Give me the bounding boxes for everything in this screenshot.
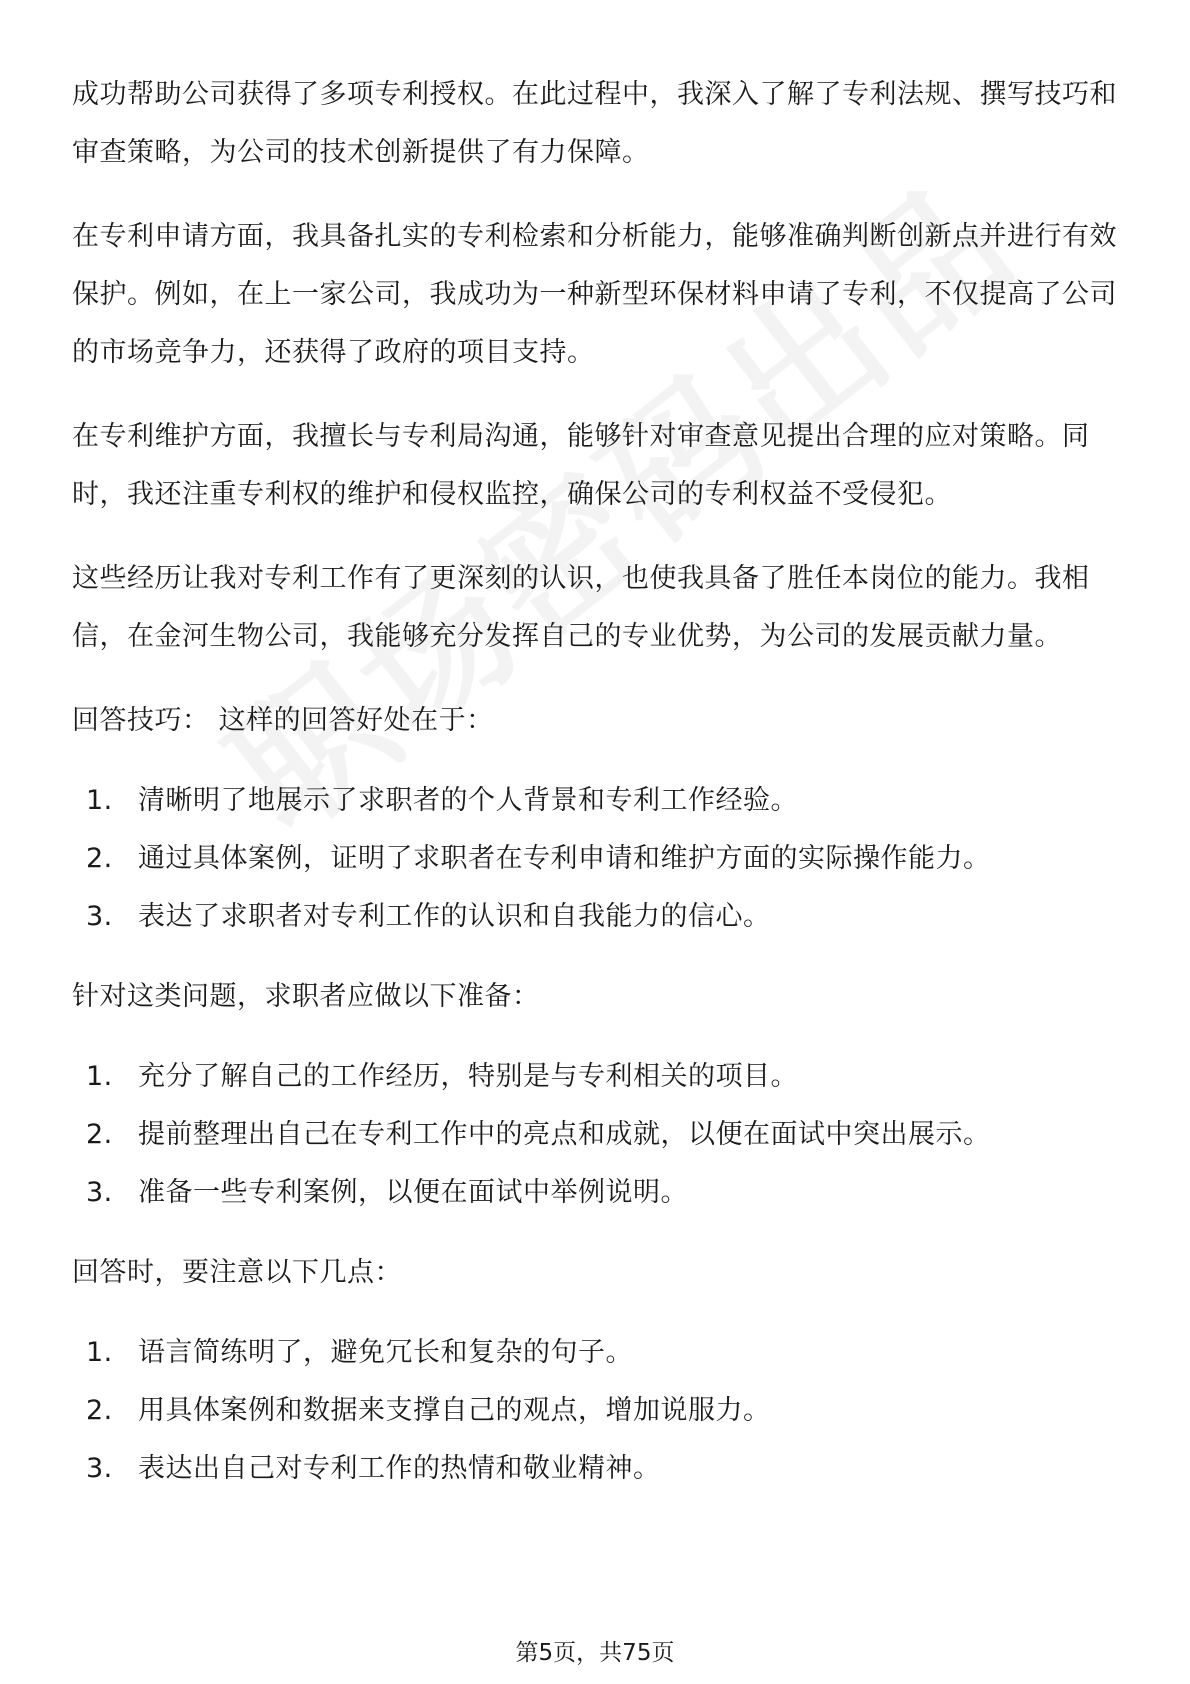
paragraph: 在专利维护方面，我擅长与专利局沟通，能够针对审查意见提出合理的应对策略。同时，我还注重专利权的维护和侵权监控，确保公司的专利权益不受侵犯。: [72, 421, 1090, 510]
section-heading: 回答时，要注意以下几点：: [72, 1257, 402, 1288]
list-number: 2.: [86, 843, 113, 874]
document-body: [72, 66, 1122, 1520]
list-text: 清晰明了地展示了求职者的个人背景和专利工作经验。: [138, 785, 798, 816]
list-item: [72, 1164, 1122, 1222]
list-item: [72, 1106, 1122, 1164]
list-text: 通过具体案例，证明了求职者在专利申请和维护方面的实际操作能力。: [138, 843, 991, 874]
list-item: [72, 1048, 1122, 1106]
list-text: 用具体案例和数据来支撑自己的观点，增加说服力。: [138, 1395, 771, 1426]
list-text: 表达了求职者对专利工作的认识和自我能力的信心。: [138, 901, 771, 932]
list-number: 3.: [86, 1453, 113, 1484]
numbered-list: [72, 772, 1122, 946]
list-text: 充分了解自己的工作经历，特别是与专利相关的项目。: [138, 1061, 798, 1092]
paragraph: 这些经历让我对专利工作有了更深刻的认识，也使我具备了胜任本岗位的能力。我相信，在金河生物公司，我能够充分发挥自己的专业优势，为公司的发展贡献力量。: [72, 563, 1090, 652]
paragraph: 在专利申请方面，我具备扎实的专利检索和分析能力，能够准确判断创新点并进行有效保护。例如，在上一家公司，我成功为一种新型环保材料申请了专利，不仅提高了公司的市场竞争力，还获得了政府的项目支持。: [72, 221, 1117, 368]
numbered-list: [72, 1048, 1122, 1222]
paragraph: 成功帮助公司获得了多项专利授权。在此过程中，我深入了解了专利法规、撰写技巧和审查策略，为公司的技术创新提供了有力保障。: [72, 79, 1117, 168]
list-number: 1.: [86, 1337, 113, 1368]
list-number: 2.: [86, 1119, 113, 1150]
list-number: 2.: [86, 1395, 113, 1426]
section-heading: 针对这类问题，求职者应做以下准备：: [72, 981, 540, 1012]
list-item: [72, 888, 1122, 946]
list-item: [72, 1440, 1122, 1498]
list-number: 3.: [86, 1177, 113, 1208]
list-item: [72, 1324, 1122, 1382]
list-item: [72, 772, 1122, 830]
section-heading: 回答技巧： 这样的回答好处在于：: [72, 705, 494, 736]
list-text: 准备一些专利案例，以便在面试中举例说明。: [138, 1177, 688, 1208]
page-number-footer: 第5页，共75页: [515, 1640, 675, 1666]
list-text: 提前整理出自己在专利工作中的亮点和成就，以便在面试中突出展示。: [138, 1119, 991, 1150]
list-item: [72, 1382, 1122, 1440]
list-item: [72, 830, 1122, 888]
list-number: 1.: [86, 785, 113, 816]
list-number: 3.: [86, 901, 113, 932]
numbered-list: [72, 1324, 1122, 1498]
list-text: 语言简练明了，避免冗长和复杂的句子。: [138, 1337, 633, 1368]
list-number: 1.: [86, 1061, 113, 1092]
list-text: 表达出自己对专利工作的热情和敬业精神。: [138, 1453, 661, 1484]
